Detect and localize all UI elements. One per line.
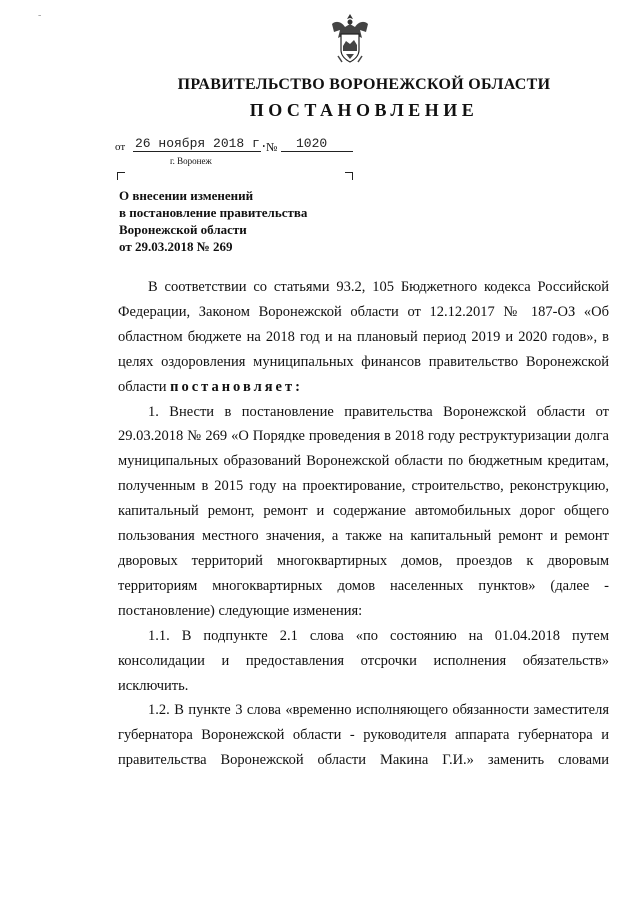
paragraph-1: 1. Внести в постановление правительства Воронежской области от 29.03.2018 № 269 «О Порядке проведения в 2018 году реструктуризации долга муниципальных образований Воронежской области по бюджетным кредитам, полученным в 2015 году на проектирование, строительство, реконструкцию, капитальный ремонт, ремонт и содержание автомобильных дорог общего пользования местного значения, а также на капитальный ремонт и ремонт дворовых территорий многоквартирных домов, проездов к дворовым территориям многоквартирных домов населенных пунктов» (далее - постановление) следующие изменения: (118, 403, 609, 619)
number-sign: № (266, 140, 278, 154)
place-of-issue: г. Воронеж (170, 156, 212, 166)
date-underline (133, 151, 261, 152)
resolve-keyword: постановляет: (170, 378, 303, 395)
paragraph-1-1: 1.1. В подпункте 2.1 слова «по состоянию на 01.04.2018 путем консолидации и предоставления отсрочки исполнения обязательств» исключить. (118, 627, 609, 694)
subject-line: Воронежской области (119, 222, 247, 237)
page-mark: - (38, 10, 42, 21)
number-underline (281, 151, 353, 152)
document-type: ПОСТАНОВЛЕНИЕ (249, 100, 479, 120)
subject-line: О внесении изменений (119, 188, 254, 203)
date-number-line (115, 136, 375, 172)
subject-line: в постановление правительства (119, 205, 308, 220)
date-value: 26 ноября 2018 г. (135, 136, 268, 151)
coat-of-arms-icon (326, 10, 374, 68)
document-subject (119, 187, 359, 255)
paragraph-1-2: 1.2. В пункте 3 слова «временно исполняющего обязанности заместителя губернатора Воронежской области - руководителя аппарата губернатора и правительства Воронежской области Макина Г.И.» заменить словами (118, 702, 609, 769)
date-prefix: от (115, 141, 126, 153)
corner-bracket-left-icon (117, 172, 125, 180)
organization-title: ПРАВИТЕЛЬСТВО ВОРОНЕЖСКОЙ ОБЛАСТИ (177, 76, 551, 93)
intro-paragraph (118, 275, 609, 400)
intro-text: В соответствии со статьями 93.2, 105 Бюджетного кодекса Российской Федерации, Законом Воронежской области от 12.12.2017 № 187-ОЗ «Об областном бюджете на 2018 год и на плановый период 2019 и 2020 годов», в целях оздоровления муниципальных финансов правительство Воронежской области (118, 279, 609, 395)
subject-line: от 29.03.2018 № 269 (119, 239, 233, 254)
corner-bracket-right-icon (345, 172, 353, 180)
document-number: 1020 (296, 136, 328, 151)
document-body (118, 275, 609, 773)
